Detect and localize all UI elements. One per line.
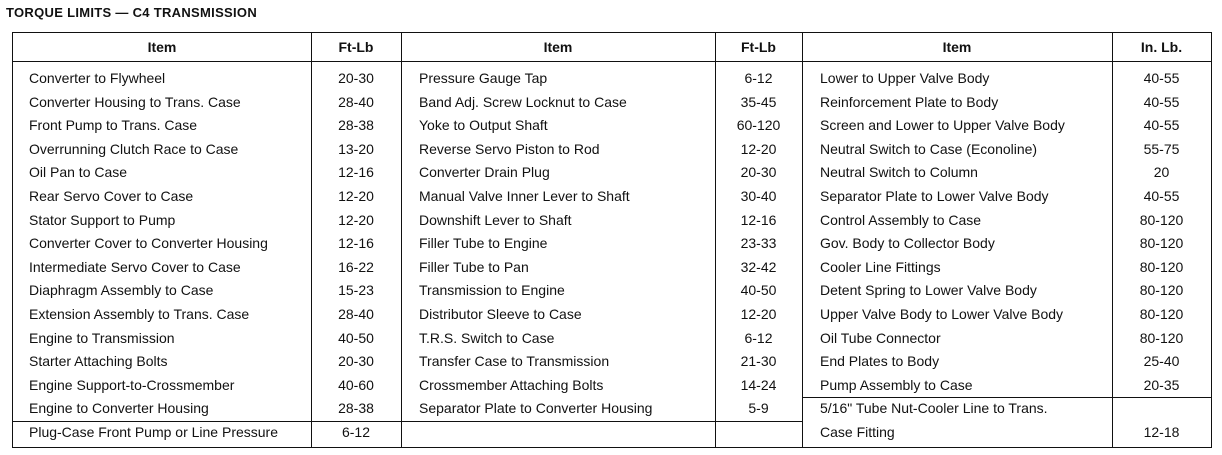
table-value-cell: 16-22 bbox=[338, 258, 374, 275]
table-item-cell: Plug-Case Front Pump or Line Pressure bbox=[29, 424, 278, 440]
table-value-cell: 28-40 bbox=[338, 93, 374, 110]
table-item-cell: Case Fitting bbox=[820, 424, 895, 440]
table-value-cell: 20 bbox=[1153, 164, 1170, 181]
table-value-cell: 12-16 bbox=[338, 235, 374, 252]
table-value-cell: 40-50 bbox=[740, 282, 777, 299]
inlb-header-3: In. Lb. bbox=[1140, 39, 1183, 55]
table-item-cell: Crossmember Attaching Bolts bbox=[419, 376, 604, 393]
table-item-cell: Detent Spring to Lower Valve Body bbox=[820, 282, 1037, 299]
table-item-cell: Transfer Case to Transmission bbox=[419, 353, 610, 370]
table-value-cell: 23-33 bbox=[740, 235, 777, 252]
table-item-cell: Filler Tube to Pan bbox=[419, 258, 529, 275]
item-header-2: Item bbox=[543, 39, 573, 55]
table-value-cell: 80-120 bbox=[1139, 211, 1184, 228]
table-item-cell: Control Assembly to Case bbox=[820, 211, 982, 228]
table-value-cell: 80-120 bbox=[1139, 282, 1184, 299]
table-item-cell: Pressure Gauge Tap bbox=[419, 70, 548, 86]
table-item-cell: Filler Tube to Engine bbox=[419, 235, 548, 252]
table-value-cell: 15-23 bbox=[338, 282, 374, 299]
table-item-cell: Downshift Lever to Shaft bbox=[419, 211, 572, 228]
table-value-cell: 80-120 bbox=[1139, 329, 1184, 346]
table-value-cell: 12-20 bbox=[338, 211, 374, 228]
table-item-cell: Manual Valve Inner Lever to Shaft bbox=[419, 188, 630, 204]
table-item-cell: Converter Housing to Trans. Case bbox=[29, 93, 241, 110]
table-value-cell: 60-120 bbox=[736, 117, 781, 134]
item-header-3: Item bbox=[942, 39, 972, 55]
table-value-cell: 12-20 bbox=[740, 140, 777, 157]
table-value-cell: 80-120 bbox=[1139, 235, 1184, 252]
table-value-cell: 55-75 bbox=[1143, 140, 1180, 157]
table-item-cell: Diaphragm Assembly to Case bbox=[29, 282, 214, 299]
table-item-cell: Yoke to Output Shaft bbox=[419, 117, 548, 134]
table-value-cell: 30-40 bbox=[740, 188, 777, 204]
table-value-cell: 80-120 bbox=[1139, 306, 1184, 322]
table-item-cell: Starter Attaching Bolts bbox=[29, 353, 168, 370]
table-value-cell: 80-120 bbox=[1139, 258, 1184, 275]
ftlb-header-2: Ft-Lb bbox=[741, 39, 776, 55]
column-divider bbox=[401, 33, 402, 447]
page-title: TORQUE LIMITS — C4 TRANSMISSION bbox=[6, 5, 258, 20]
table-item-cell: 5/16" Tube Nut-Cooler Line to Trans. bbox=[820, 400, 1048, 417]
table-item-cell: Stator Support to Pump bbox=[29, 211, 176, 228]
row-divider bbox=[13, 421, 311, 422]
table-value-cell: 6-12 bbox=[744, 70, 773, 86]
table-item-cell: Pump Assembly to Case bbox=[820, 376, 973, 393]
table-value-cell: 21-30 bbox=[740, 353, 777, 370]
item-header-1: Item bbox=[147, 39, 177, 55]
table-value-cell: 12-16 bbox=[740, 211, 777, 228]
table-item-cell: Neutral Switch to Column bbox=[820, 164, 978, 181]
table-item-cell: Separator Plate to Lower Valve Body bbox=[820, 188, 1049, 204]
table-item-cell: Separator Plate to Converter Housing bbox=[419, 400, 653, 417]
table-item-cell: T.R.S. Switch to Case bbox=[419, 329, 555, 346]
table-item-cell: Engine Support-to-Crossmember bbox=[29, 376, 235, 393]
table-item-cell: Rear Servo Cover to Case bbox=[29, 188, 194, 204]
table-item-cell: Screen and Lower to Upper Valve Body bbox=[820, 117, 1065, 134]
table-value-cell: 40-50 bbox=[338, 329, 374, 346]
table-item-cell: Converter to Flywheel bbox=[29, 70, 166, 86]
table-item-cell: Oil Pan to Case bbox=[29, 164, 128, 181]
table-value-cell: 40-55 bbox=[1143, 70, 1180, 86]
table-item-cell: Engine to Converter Housing bbox=[29, 400, 209, 417]
table-value-cell: 13-20 bbox=[338, 140, 374, 157]
table-value-cell: 25-40 bbox=[1143, 353, 1180, 370]
ftlb-header-1: Ft-Lb bbox=[338, 39, 374, 55]
table-value-cell: 6-12 bbox=[341, 424, 371, 440]
table-value-cell: 20-30 bbox=[740, 164, 777, 181]
table-value-cell: 12-16 bbox=[338, 164, 374, 181]
table-item-cell: Lower to Upper Valve Body bbox=[820, 70, 990, 86]
table-item-cell: Gov. Body to Collector Body bbox=[820, 235, 995, 252]
table-item-cell: End Plates to Body bbox=[820, 353, 940, 370]
table-item-cell: Cooler Line Fittings bbox=[820, 258, 941, 275]
table-item-cell: Oil Tube Connector bbox=[820, 329, 941, 346]
table-value-cell: 40-60 bbox=[338, 376, 374, 393]
table-item-cell: Transmission to Engine bbox=[419, 282, 565, 299]
table-item-cell: Overrunning Clutch Race to Case bbox=[29, 140, 239, 157]
column-divider bbox=[802, 33, 803, 447]
table-item-cell: Band Adj. Screw Locknut to Case bbox=[419, 93, 627, 110]
table-value-cell: 28-38 bbox=[338, 117, 374, 134]
table-item-cell: Upper Valve Body to Lower Valve Body bbox=[820, 306, 1064, 322]
table-value-cell: 35-45 bbox=[740, 93, 777, 110]
table-value-cell: 28-40 bbox=[338, 306, 374, 322]
table-value-cell: 12-20 bbox=[338, 188, 374, 204]
table-item-cell: Distributor Sleeve to Case bbox=[419, 306, 582, 322]
table-value-cell: 28-38 bbox=[338, 400, 374, 417]
table-item-cell: Reinforcement Plate to Body bbox=[820, 93, 999, 110]
table-item-cell: Converter Cover to Converter Housing bbox=[29, 235, 268, 252]
table-item-cell: Reverse Servo Piston to Rod bbox=[419, 140, 600, 157]
table-item-cell: Engine to Transmission bbox=[29, 329, 175, 346]
table-item-cell: Extension Assembly to Trans. Case bbox=[29, 306, 250, 322]
table-item-cell: Converter Drain Plug bbox=[419, 164, 550, 181]
table-item-cell: Neutral Switch to Case (Econoline) bbox=[820, 140, 1038, 157]
table-value-cell: 12-18 bbox=[1143, 424, 1180, 440]
table-item-cell: Front Pump to Trans. Case bbox=[29, 117, 198, 134]
table-value-cell: 32-42 bbox=[740, 258, 777, 275]
table-value-cell: 20-30 bbox=[338, 353, 374, 370]
table-value-cell: 5-9 bbox=[748, 400, 769, 417]
table-value-cell: 6-12 bbox=[744, 329, 773, 346]
header-divider bbox=[13, 61, 1211, 62]
table-value-cell: 40-55 bbox=[1143, 188, 1180, 204]
table-value-cell: 12-20 bbox=[740, 306, 777, 322]
table-value-cell: 20-30 bbox=[338, 70, 374, 86]
table-item-cell: Intermediate Servo Cover to Case bbox=[29, 258, 241, 275]
table-value-cell: 14-24 bbox=[740, 376, 777, 393]
table-value-cell: 20-35 bbox=[1143, 376, 1180, 393]
row-divider bbox=[311, 421, 401, 422]
table-value-cell: 40-55 bbox=[1143, 117, 1180, 134]
torque-table bbox=[12, 32, 1212, 448]
table-value-cell: 40-55 bbox=[1143, 93, 1180, 110]
row-divider bbox=[401, 421, 802, 422]
